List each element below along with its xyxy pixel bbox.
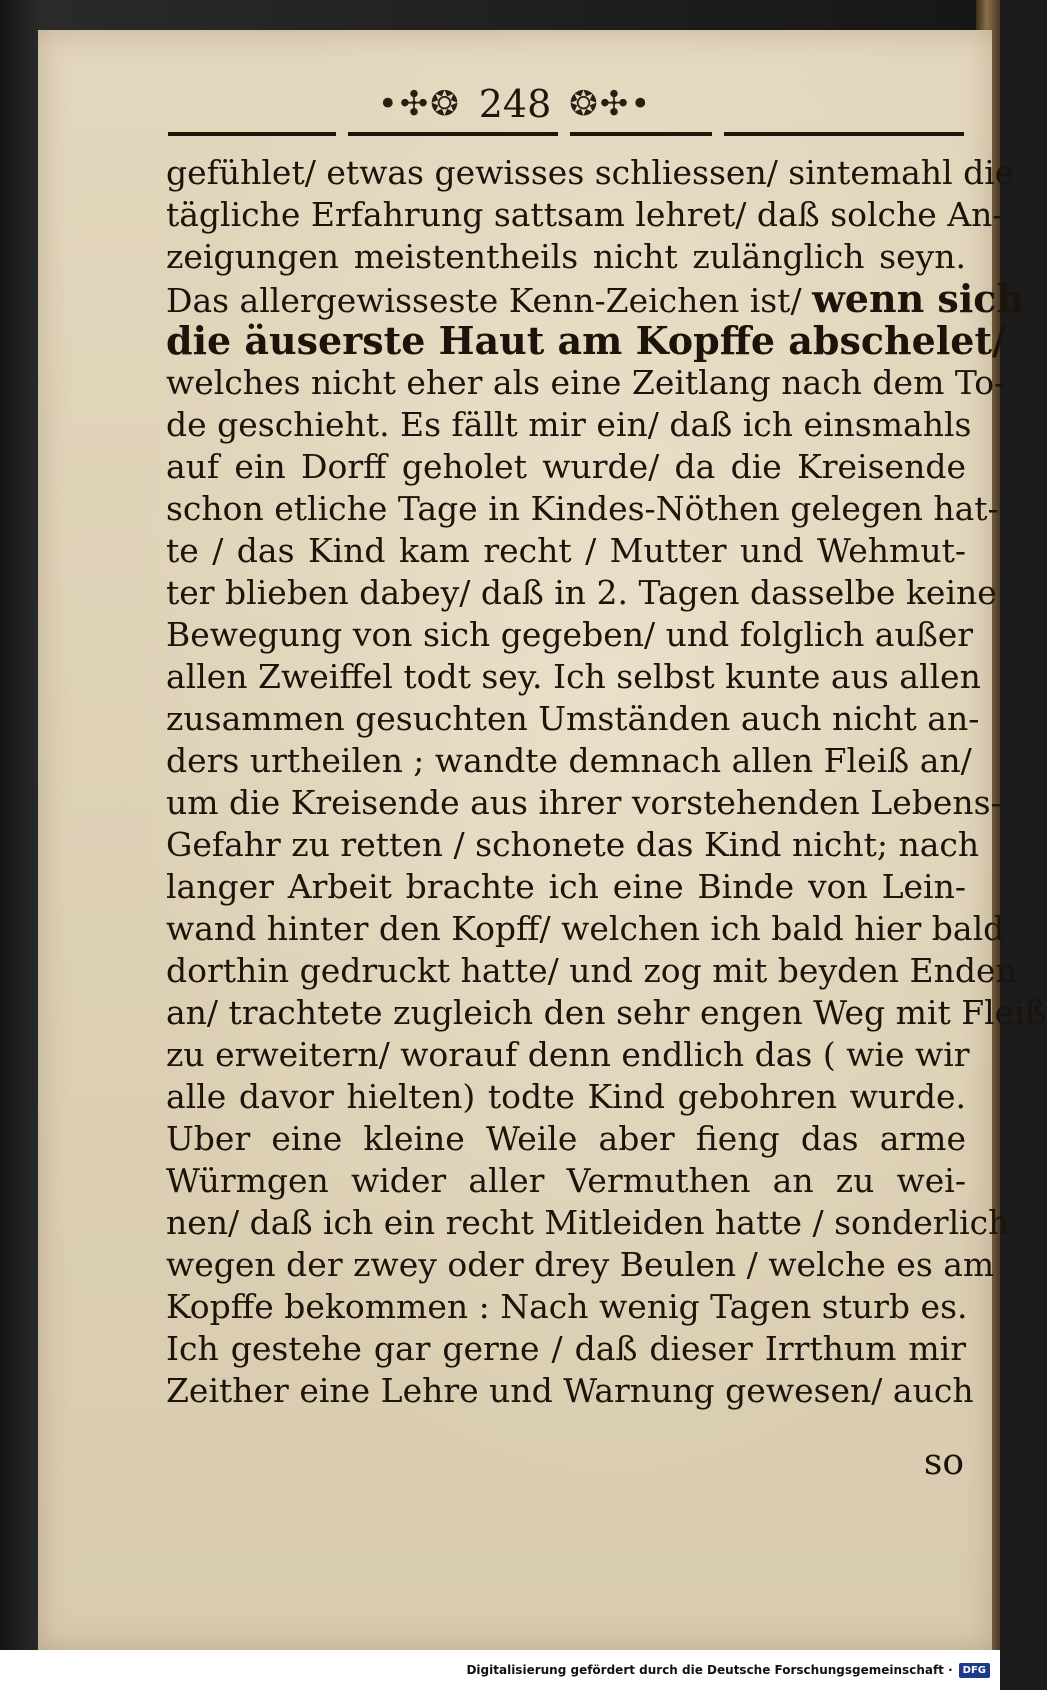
- text-line: zusammen gesuchten Umständen auch nicht an-: [166, 699, 980, 738]
- header-rule: [724, 132, 964, 136]
- catchword: so: [923, 1442, 964, 1483]
- page-number: 248: [478, 82, 552, 126]
- text-line: Ich gestehe gar gerne / daß dieser Irrthum mir: [166, 1329, 966, 1368]
- text-line: gefühlet/ etwas gewisses schliessen/ sintemahl die: [166, 153, 1015, 192]
- text-line: ter blieben dabey/ daß in 2. Tagen dasselbe keine: [166, 573, 997, 612]
- ornament-right-icon: ❂✣•: [569, 84, 653, 124]
- text-line: wand hinter den Kopff/ welchen ich bald hier bald: [166, 909, 1005, 948]
- book-page: [38, 30, 1047, 1650]
- emphasis-text: die äuserste Haut am Kopffe abschelet/: [166, 318, 1006, 363]
- text-line: [166, 276, 1025, 321]
- text-line: tägliche Erfahrung sattsam lehret/ daß solche An-: [166, 195, 1004, 234]
- footer-credit: Digitalisierung gefördert durch die Deutsche Forschungsgemeinschaft ·: [466, 1663, 953, 1677]
- text-line: alle davor hielten) todte Kind gebohren wurde.: [166, 1077, 966, 1116]
- text-line-start: Das allergewisseste Kenn-Zeichen ist/: [166, 281, 802, 320]
- text-line: um die Kreisende aus ihrer vorstehenden Lebens-: [166, 783, 1002, 822]
- text-line: zeigungen meistentheils nicht zulänglich seyn.: [166, 237, 966, 276]
- digitization-footer: [0, 1650, 1000, 1690]
- text-line: schon etliche Tage in Kindes-Nöthen gelegen hat-: [166, 489, 999, 528]
- header-rule: [168, 132, 336, 136]
- body-text: [166, 152, 1047, 1412]
- emphasis-text: wenn sich: [812, 276, 1025, 321]
- text-line: Bewegung von sich gegeben/ und folglich außer: [166, 615, 974, 654]
- ornament-left-icon: •✣❂: [377, 84, 461, 124]
- header-rule: [348, 132, 558, 136]
- text-line: wegen der zwey oder drey Beulen / welche es am: [166, 1245, 995, 1284]
- text-line: Gefahr zu retten / schonete das Kind nicht; nach: [166, 825, 980, 864]
- dfg-logo: DFG: [959, 1663, 990, 1678]
- text-line: Uber eine kleine Weile aber fieng das arme: [166, 1119, 966, 1158]
- text-line: auf ein Dorff geholet wurde/ da die Kreisende: [166, 447, 966, 486]
- text-line: dorthin gedruckt hatte/ und zog mit beyden Enden: [166, 951, 1017, 990]
- text-line: Würmgen wider aller Vermuthen an zu wei-: [166, 1161, 966, 1200]
- text-line: de geschieht. Es fällt mir ein/ daß ich einsmahls: [166, 405, 972, 444]
- text-line: zu erweitern/ worauf denn endlich das ( wie wir: [166, 1035, 970, 1074]
- page-header: [38, 74, 992, 134]
- text-line: nen/ daß ich ein recht Mitleiden hatte / sonderlich: [166, 1203, 1010, 1242]
- text-line: welches nicht eher als eine Zeitlang nach dem To-: [166, 363, 1006, 402]
- text-line: ders urtheilen ; wandte demnach allen Fleiß an/: [166, 741, 972, 780]
- text-line: [166, 318, 1006, 363]
- text-line: Zeither eine Lehre und Warnung gewesen/ auch: [166, 1371, 974, 1410]
- text-line: te / das Kind kam recht / Mutter und Wehmut-: [166, 531, 966, 570]
- text-line: Kopffe bekommen : Nach wenig Tagen sturb es.: [166, 1287, 968, 1326]
- header-rule: [570, 132, 712, 136]
- text-line: an/ trachtete zugleich den sehr engen Weg mit Fleiß: [166, 993, 1047, 1032]
- text-line: allen Zweiffel todt sey. Ich selbst kunte aus allen: [166, 657, 981, 696]
- text-line: langer Arbeit brachte ich eine Binde von Lein-: [166, 867, 966, 906]
